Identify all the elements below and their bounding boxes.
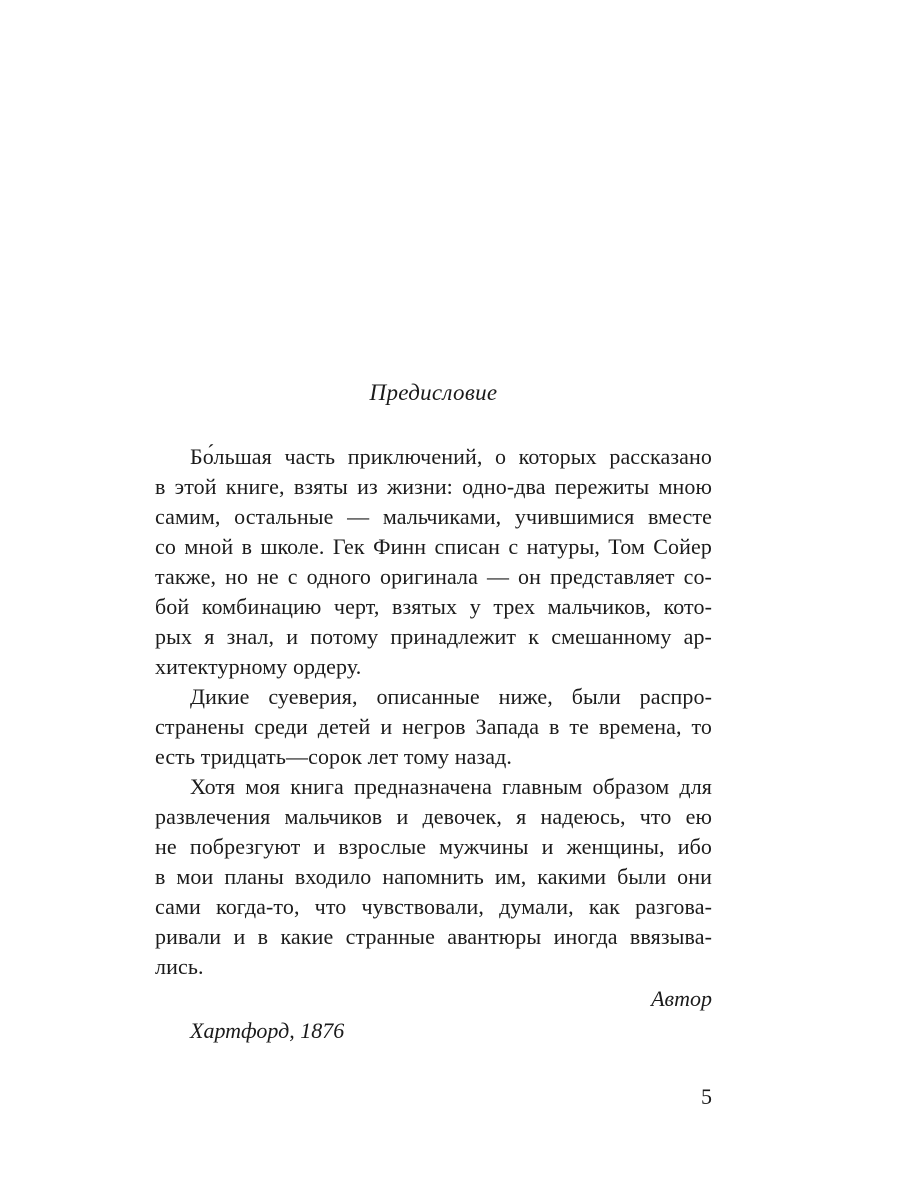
text-line: самим, остальные — мальчиками, учившимися вместе xyxy=(155,504,712,529)
text-column xyxy=(155,378,712,1046)
place-date-line: Хартфорд, 1876 xyxy=(190,1018,345,1043)
text-line: в мои планы входило напомнить им, какими были они xyxy=(155,864,712,889)
page-number: 5 xyxy=(701,1084,712,1109)
text-line: не побрезгуют и взрослые мужчины и женщины, ибо xyxy=(155,834,712,859)
text-line: бой комбинацию черт, взятых у трех мальчиков, кото- xyxy=(155,594,712,619)
text-line: также, но не с одного оригинала — он представляет со- xyxy=(155,564,712,589)
paragraph xyxy=(155,682,712,772)
paragraph xyxy=(155,442,712,682)
text-line: Хотя моя книга предназначена главным образом для xyxy=(190,774,712,799)
text-line: хитектурному ордеру. xyxy=(155,654,362,679)
text-line: странены среди детей и негров Запада в те времена, то xyxy=(155,714,712,739)
text-line: в этой книге, взяты из жизни: одно-два пережиты мною xyxy=(155,474,712,499)
text-line: рых я знал, и потому принадлежит к смешанному ар- xyxy=(155,624,712,649)
text-line: лись. xyxy=(155,954,204,979)
text-line: Бо́льшая часть приключений, о которых рассказано xyxy=(190,444,712,469)
author-signature: Автор xyxy=(651,986,712,1011)
text-line: развлечения мальчиков и девочек, я надеюсь, что ею xyxy=(155,804,712,829)
text-line: есть тридцать—сорок лет тому назад. xyxy=(155,744,513,769)
chapter-title: Предисловие xyxy=(369,380,498,405)
paragraph xyxy=(155,772,712,982)
text-line: ривали и в какие странные авантюры иногда ввязыва- xyxy=(155,924,712,949)
preface-body xyxy=(155,442,712,982)
text-line: со мной в школе. Гек Финн списан с натуры, Том Сойер xyxy=(155,534,712,559)
text-line: Дикие суеверия, описанные ниже, были распро- xyxy=(190,684,712,709)
text-line: сами когда-то, что чувствовали, думали, как разгова- xyxy=(155,894,712,919)
